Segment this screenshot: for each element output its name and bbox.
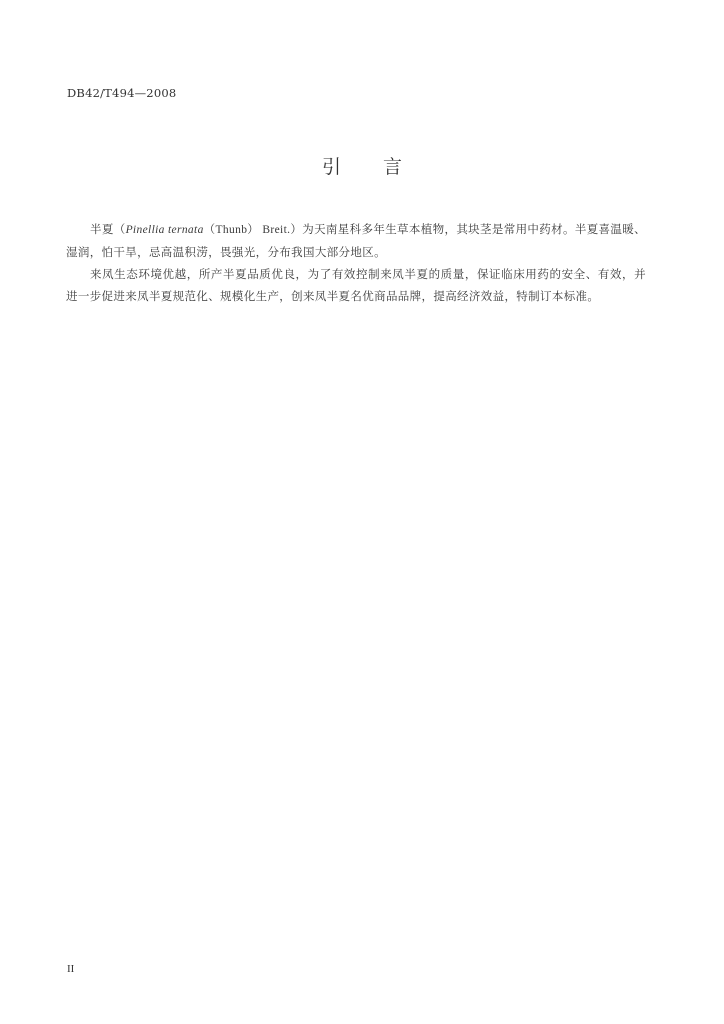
species-author: （Thunb） Breit.） — [203, 224, 303, 236]
paragraph-1-prefix: 半夏（ — [90, 222, 126, 236]
title-char-1: 引 — [321, 156, 341, 178]
paragraph-1 — [66, 218, 646, 263]
paragraph-1-text: 为天南星科多年生草本植物，其块茎是常用中药材。半夏喜温暖、湿润，怕干旱，忌高温积涝，畏强光，分布我国大部分地区。 — [66, 222, 646, 259]
introduction-body — [66, 218, 646, 307]
paragraph-2: 来凤生态环境优越，所产半夏品质优良，为了有效控制来凤半夏的质量，保证临床用药的安全、有效，并进一步促进来凤半夏规范化、规模化生产，创来凤半夏名优商品品牌，提高经济效益，特制订本标准。 — [66, 267, 646, 303]
page-title — [0, 152, 724, 179]
page-number: II — [67, 963, 75, 975]
title-char-2: 言 — [383, 156, 403, 178]
document-code: DB42/T494—2008 — [67, 86, 177, 100]
species-name: Pinellia ternata — [125, 224, 204, 236]
